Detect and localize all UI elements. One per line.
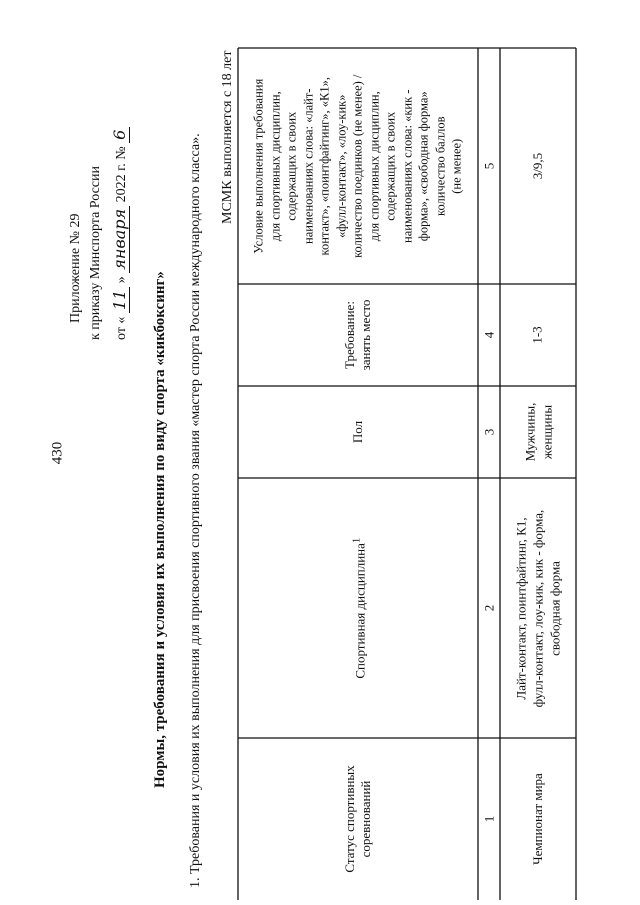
header-requirement: Требование: занять место <box>342 299 373 371</box>
row-condition: 3/9,5 <box>530 152 545 180</box>
section-heading: 1. Требования и условия их выполнения для присвоения спортивного звания «мастер спорта России международного класса». <box>188 133 203 888</box>
date-year: 2022 <box>114 174 129 203</box>
date-day-handwritten: 11 <box>110 287 130 313</box>
header-condition: Условие выполнения требования для спортивных дисциплин, содержащих в своих наименованиях слова: «лайт- контакт», «поинтфайтинг», «К1», «фулл-контакт», «лоу-кик» количество поединков (не менее) / для спортивных дисциплин, содержащих в своих наименованиях слова: «кик - форма», «свободная форма» количество баллов (не менее) <box>251 74 464 258</box>
column-number-2: 2 <box>481 604 496 612</box>
order-number-handwritten: 6 <box>110 127 130 143</box>
discipline-footnote: 1 <box>349 537 362 543</box>
header-sex: Пол <box>350 420 365 444</box>
msmk-note: МСМК выполняется с 18 лет <box>220 50 235 224</box>
date-prefix: от « <box>114 316 129 340</box>
column-number-5: 5 <box>481 162 496 170</box>
header-discipline: Спортивная дисциплина$^1$ <box>349 537 368 679</box>
page-number: 430 <box>49 441 66 465</box>
row-place: 1-3 <box>530 326 545 344</box>
column-number-1: 1 <box>481 815 496 823</box>
header-status: Статус спортивных соревнований <box>342 765 373 873</box>
column-number-3: 3 <box>481 428 496 436</box>
row-sex: Мужчины, женщины <box>521 402 554 462</box>
column-number-4: 4 <box>481 331 496 339</box>
row-status: Чемпионат мира <box>530 773 546 865</box>
date-year-suffix: г. № <box>114 146 129 171</box>
document-heading: Нормы, требования и условия их выполнения по виду спорта «кикбоксинг» <box>152 271 168 788</box>
row-discipline: Лайт-контакт, поинтфайтинг, К1, фулл-контакт, лоу-кик, кик - форма, свободная форма <box>513 509 563 707</box>
appendix-title: Приложение № 29 <box>68 213 83 323</box>
date-month-handwritten: января <box>110 206 130 273</box>
appendix-order: к приказу Минспорта России <box>88 166 103 340</box>
date-mid: » <box>114 276 129 284</box>
